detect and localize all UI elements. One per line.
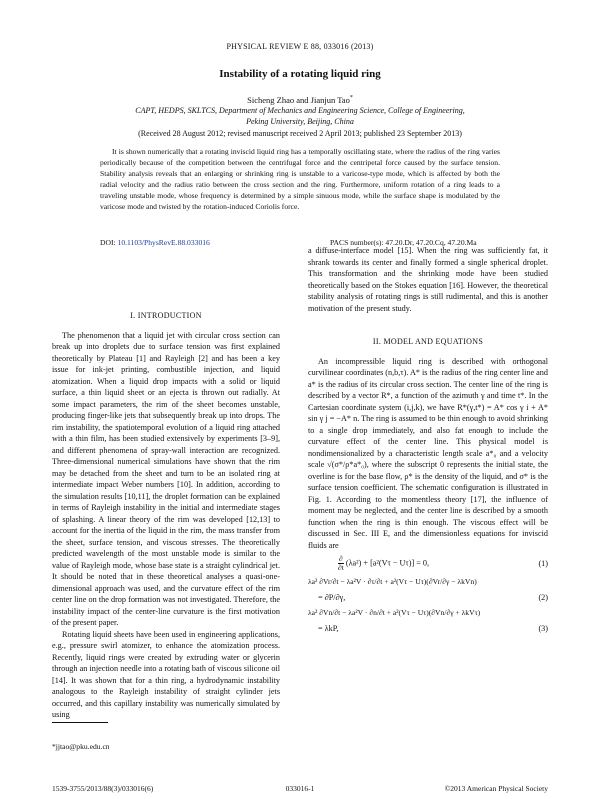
footnote-rule — [52, 722, 108, 723]
equation-block — [308, 555, 548, 634]
footer-issn: 1539-3755/2013/88(3)/033016(6) — [52, 784, 154, 793]
received-dates: (Received 28 August 2012; revised manuscript received 2 April 2013; published 23 September 2013) — [138, 129, 462, 138]
abstract: It is shown numerically that a rotating inviscid liquid ring has a temporally oscillating state, where the radius of the ring varies periodically because of the competition between the centrifugal force and the centripetal force caused by the surface tension. Stability analysis reveals that an enlarging or shrinking ring is unstable to a varicose-type mode, which is affected by both the radial velocity and the radius ratio between the cross section and the ring. Furthermore, uniform rotation of a ring leads to a traveling unstable mode, whose frequency is determined by a simple sinuous mode, while the surface shape is modulated by the varicose mode and twisted by the rotation-induced Coriolis force. — [100, 147, 500, 211]
equation-1-number: (1) — [538, 558, 548, 568]
affiliation-line-1: CAPT, HEDPS, SKLTCS, Department of Mechanics and Engineering Science, College of Engineering, — [135, 106, 465, 115]
intro-paragraph-2: Rotating liquid sheets have been used in engineering applications, e.g., pressure swirl atomizer, to enhance the atomization process. Recently, liquid rings were created by extruding water or glycerin through an injection needle into a rotating bath of viscous silicone oil [14]. It was shown that for a thin ring, a hydrodynamic instability analogous to the Rayleigh instability of straight cylinder jets occurred, and this capillary instability was numerically simulated by using — [52, 629, 280, 719]
pacs-numbers: PACS number(s): 47.20.Dr, 47.20.Cq, 47.20.Ma — [330, 238, 477, 247]
footnote-email[interactable]: *jjtao@pku.edu.cn — [52, 742, 110, 751]
equation-3-line-2: = λkP, (3) — [318, 623, 548, 633]
right-column — [308, 245, 548, 638]
equation-2-number: (2) — [538, 592, 548, 602]
model-paragraph-1: An incompressible liquid ring is described with orthogonal curvilinear coordinates (n,b,τ). A* is the radius of the ring center line and a* is the radius of its circular cross section. The center line of the ring is described by a vector R*, a function of the azimuth γ and time t*. In the Cartesian coordinate system (i,j,k), we have R*(γ,t*) = A* cos γ i + A* sin γ j = −A* n. The ring is assumed to be thin enough to avoid shrinking to a single drop immediately, and also fat enough to include the curvature effect of the center line. This physical model is nondimensionalized by a characteristic length scale a*₀ and a velocity scale √(σ*/ρ*a*₀), where the subscript 0 represents the initial state, the overline is for the base flow, ρ* is the density of the liquid, and σ* is the surface tension coefficient. The schematic configuration is illustrated in Fig. 1. According to the momentless theory [17], the influence of moment may be neglected, and the center line is described by a smooth function when the ring is thin enough. The viscous effect will be discussed in Sec. III E, and the dimensionless equations for inviscid fluids are — [308, 356, 548, 550]
footer-page-number: 033016-1 — [285, 784, 315, 793]
doi-link[interactable]: 10.1103/PhysRevE.88.033016 — [117, 238, 210, 247]
equation-3-line-1: λa² ∂Vn/∂t − λa²V · ∂n/∂t + a²(Vτ − Uτ)(∂Vn/∂γ + λkVτ) — [308, 608, 481, 617]
section-2-heading: II. MODEL AND EQUATIONS — [372, 337, 484, 346]
equation-2-line-1: λa² ∂Vr/∂t − λa²V · ∂τ/∂t + a²(Vτ − Uτ)(∂Vr/∂γ − λkVn) — [308, 577, 477, 586]
intro-paragraph-3: a diffuse-interface model [15]. When the ring was sufficiently fat, it shrank towards its center and finally formed a single spherical droplet. This transformation and the shrinking mode have been studied theoretically based on the Stokes equation [16]. However, the theoretical stability analysis of rotating rings is still rudimental, and this is another motivation of the present study. — [308, 246, 548, 313]
equation-1: $\frac{\partial}{\partial t}$ (λa²) + [a²(Vτ − Uτ)] = 0, (1) — [338, 554, 548, 572]
author-mark: * — [349, 95, 353, 102]
affiliation — [90, 106, 510, 127]
authors: Sicheng Zhao and Jianjun Tao* — [247, 95, 353, 105]
equation-3-number: (3) — [538, 623, 548, 633]
affiliation-line-2: Peking University, Beijing, China — [246, 116, 354, 126]
running-head: PHYSICAL REVIEW E 88, 033016 (2013) — [226, 42, 374, 51]
paper-title: Instability of a rotating liquid ring — [219, 68, 381, 80]
doi-line: DOI: 10.1103/PhysRevE.88.033016 — [100, 238, 210, 247]
equation-2-line-2: = ∂P/∂γ, (2) — [318, 592, 548, 602]
section-1-heading: I. INTRODUCTION — [130, 311, 202, 320]
intro-paragraph-1: The phenomenon that a liquid jet with circular cross section can break up into droplets due to surface tension was first explained theoretically by Plateau [1] and Rayleigh [2] and has been a key issue for ink-jet printing, combustible injection, and liquid atomization. When a liquid drop impacts with a solid or liquid surface, a thin liquid sheet or an ejecta is thrown out radially. At some impact parameters, the rim of the sheet becomes unstable, producing finger-like jets that subsequently break up into drops. The rim instability, the spatiotemporal evolution of a liquid ring attached with a thin film, has been studied extensively by experiments [3–9], and different phenomena of spray-wall interaction are recognized. Three-dimensional numerical simulations have shown that the rim may be detached from the sheet and turn to be an isolated ring at intermediate impact Weber numbers [10]. In addition, according to the simulation results [10,11], the droplet formation can be explained in terms of Rayleigh instability in the initial and intermediate stages of splashing. A linear theory of the rim was developed [12,13] to account for the inertia of the liquid in the rim, the mass transfer from the sheet, surface tension, and viscous stresses. The theoretically predicted wavelength of the most unstable mode is similar to the value of Rayleigh mode, whose base state is a straight cylindrical jet. It should be noted that in these theoretical analyses a quasi-one-dimensional approach was used, and the curvature effect of the rim center line on the drop formation was not investigated. Therefore, the instability impact of the center-line curvature is the first motivation of the present paper. — [52, 330, 280, 627]
left-column — [52, 300, 280, 721]
footer-copyright: ©2013 American Physical Society — [444, 784, 548, 793]
